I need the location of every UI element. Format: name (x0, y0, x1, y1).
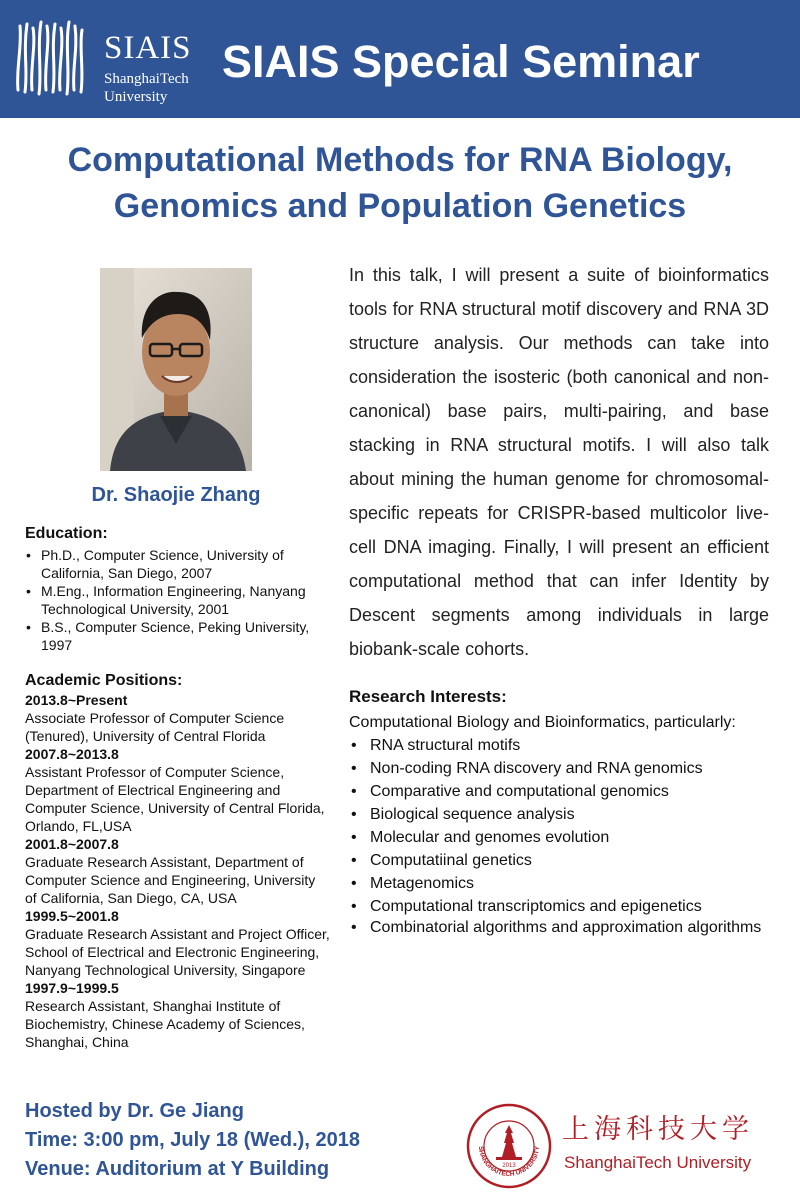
research-item: • Non-coding RNA discovery and RNA genomics (349, 757, 779, 780)
speaker-photo (100, 268, 252, 471)
speaker-portrait-icon (100, 268, 252, 471)
position-entry (25, 691, 330, 745)
event-time: Time: 3:00 pm, July 18 (Wed.), 2018 (25, 1129, 360, 1151)
position-period: 2013.8~Present (25, 692, 128, 708)
position-period: 1997.9~1999.5 (25, 980, 119, 996)
logo-subtitle (104, 70, 189, 106)
seal-text: SHANGHAITECH UNIVERSITY (476, 1145, 542, 1179)
seal-year: 2013 (502, 1163, 516, 1169)
positions-list (25, 691, 330, 1051)
position-entry (25, 835, 330, 907)
position-period: 2007.8~2013.8 (25, 746, 119, 762)
position-description: Research Assistant, Shanghai Institute of Biochemistry, Chinese Academy of Sciences, Shanghai, China (25, 998, 305, 1050)
position-period: 1999.5~2001.8 (25, 908, 119, 924)
research-item: • Computational transcriptomics and epigenetics (349, 895, 779, 918)
university-name-chinese: 上海科技大学 (562, 1114, 754, 1145)
logo-wordmark: SIAIS (104, 30, 192, 66)
position-description: Graduate Research Assistant and Project Officer, School of Electrical and Electronic Engineering, Nanyang Technological University, Singapore (25, 926, 330, 978)
siais-logo-mark-icon (12, 18, 88, 98)
position-period: 2001.8~2007.8 (25, 836, 119, 852)
research-intro: Computational Biology and Bioinformatics, particularly: (349, 714, 736, 731)
research-item: • Biological sequence analysis (349, 803, 779, 826)
university-name-english: ShanghaiTech University (564, 1153, 752, 1172)
education-list (25, 546, 330, 654)
speaker-name: Dr. Shaojie Zhang (91, 484, 261, 506)
research-item: • Comparative and computational genomics (349, 780, 779, 803)
position-entry (25, 745, 330, 835)
talk-title: Computational Methods for RNA Biology, Genomics and Population Genetics (67, 141, 733, 225)
research-interests (349, 686, 779, 938)
event-details (25, 1097, 360, 1184)
research-item: • Computatiinal genetics (349, 849, 779, 872)
positions-heading: Academic Positions: (25, 672, 183, 689)
education-item: • Ph.D., Computer Science, University of California, San Diego, 2007 (25, 546, 330, 582)
event-host: Hosted by Dr. Ge Jiang (25, 1100, 244, 1122)
seminar-title: SIAIS Special Seminar (222, 36, 700, 87)
position-description: Assistant Professor of Computer Science, Department of Electrical Engineering and Computer Science, University of Central Florida, Orlando, FL,USA (25, 764, 325, 834)
talk-abstract: In this talk, I will present a suite of bioinformatics tools for RNA structural motif discovery and RNA 3D structure analysis. Our methods can take into consideration the isosteric (both canonical and non-canonical) base pairs, multi-pairing, and base stacking in RNA structural motifs. I will also talk about mining the human genome for chromosomal-specific repeats for CRISPR-based multicolor live-cell DNA imaging. Finally, I will present an efficient computational method that can infer Identity by Descent segments among individuals in large biobank-scale cohorts. (349, 265, 769, 659)
research-item: • RNA structural motifs (349, 734, 779, 757)
education-item: • M.Eng., Information Engineering, Nanyang Technological University, 2001 (25, 582, 330, 618)
research-item: • Molecular and genomes evolution (349, 826, 779, 849)
research-list (349, 734, 779, 938)
logo-subtitle-line1: ShanghaiTech (104, 71, 189, 87)
header-banner (0, 0, 800, 118)
research-item: • Metagenomics (349, 872, 779, 895)
logo-subtitle-line2: University (104, 89, 168, 105)
shanghaitech-seal-icon (466, 1103, 552, 1189)
research-heading: Research Interests: (349, 687, 507, 706)
siais-logo (12, 18, 202, 105)
education-item: • B.S., Computer Science, Peking University, 1997 (25, 618, 330, 654)
position-entry (25, 907, 330, 979)
position-description: Graduate Research Assistant, Department of Computer Science and Engineering, University of California, San Diego, CA, USA (25, 854, 316, 906)
position-description: Associate Professor of Computer Science (Tenured), University of Central Florida (25, 710, 285, 744)
position-entry (25, 979, 330, 1051)
event-venue: Venue: Auditorium at Y Building (25, 1158, 330, 1180)
education-heading: Education: (25, 525, 108, 542)
speaker-bio (25, 524, 330, 1051)
research-item: • Combinatorial algorithms and approximation algorithms (349, 918, 779, 938)
